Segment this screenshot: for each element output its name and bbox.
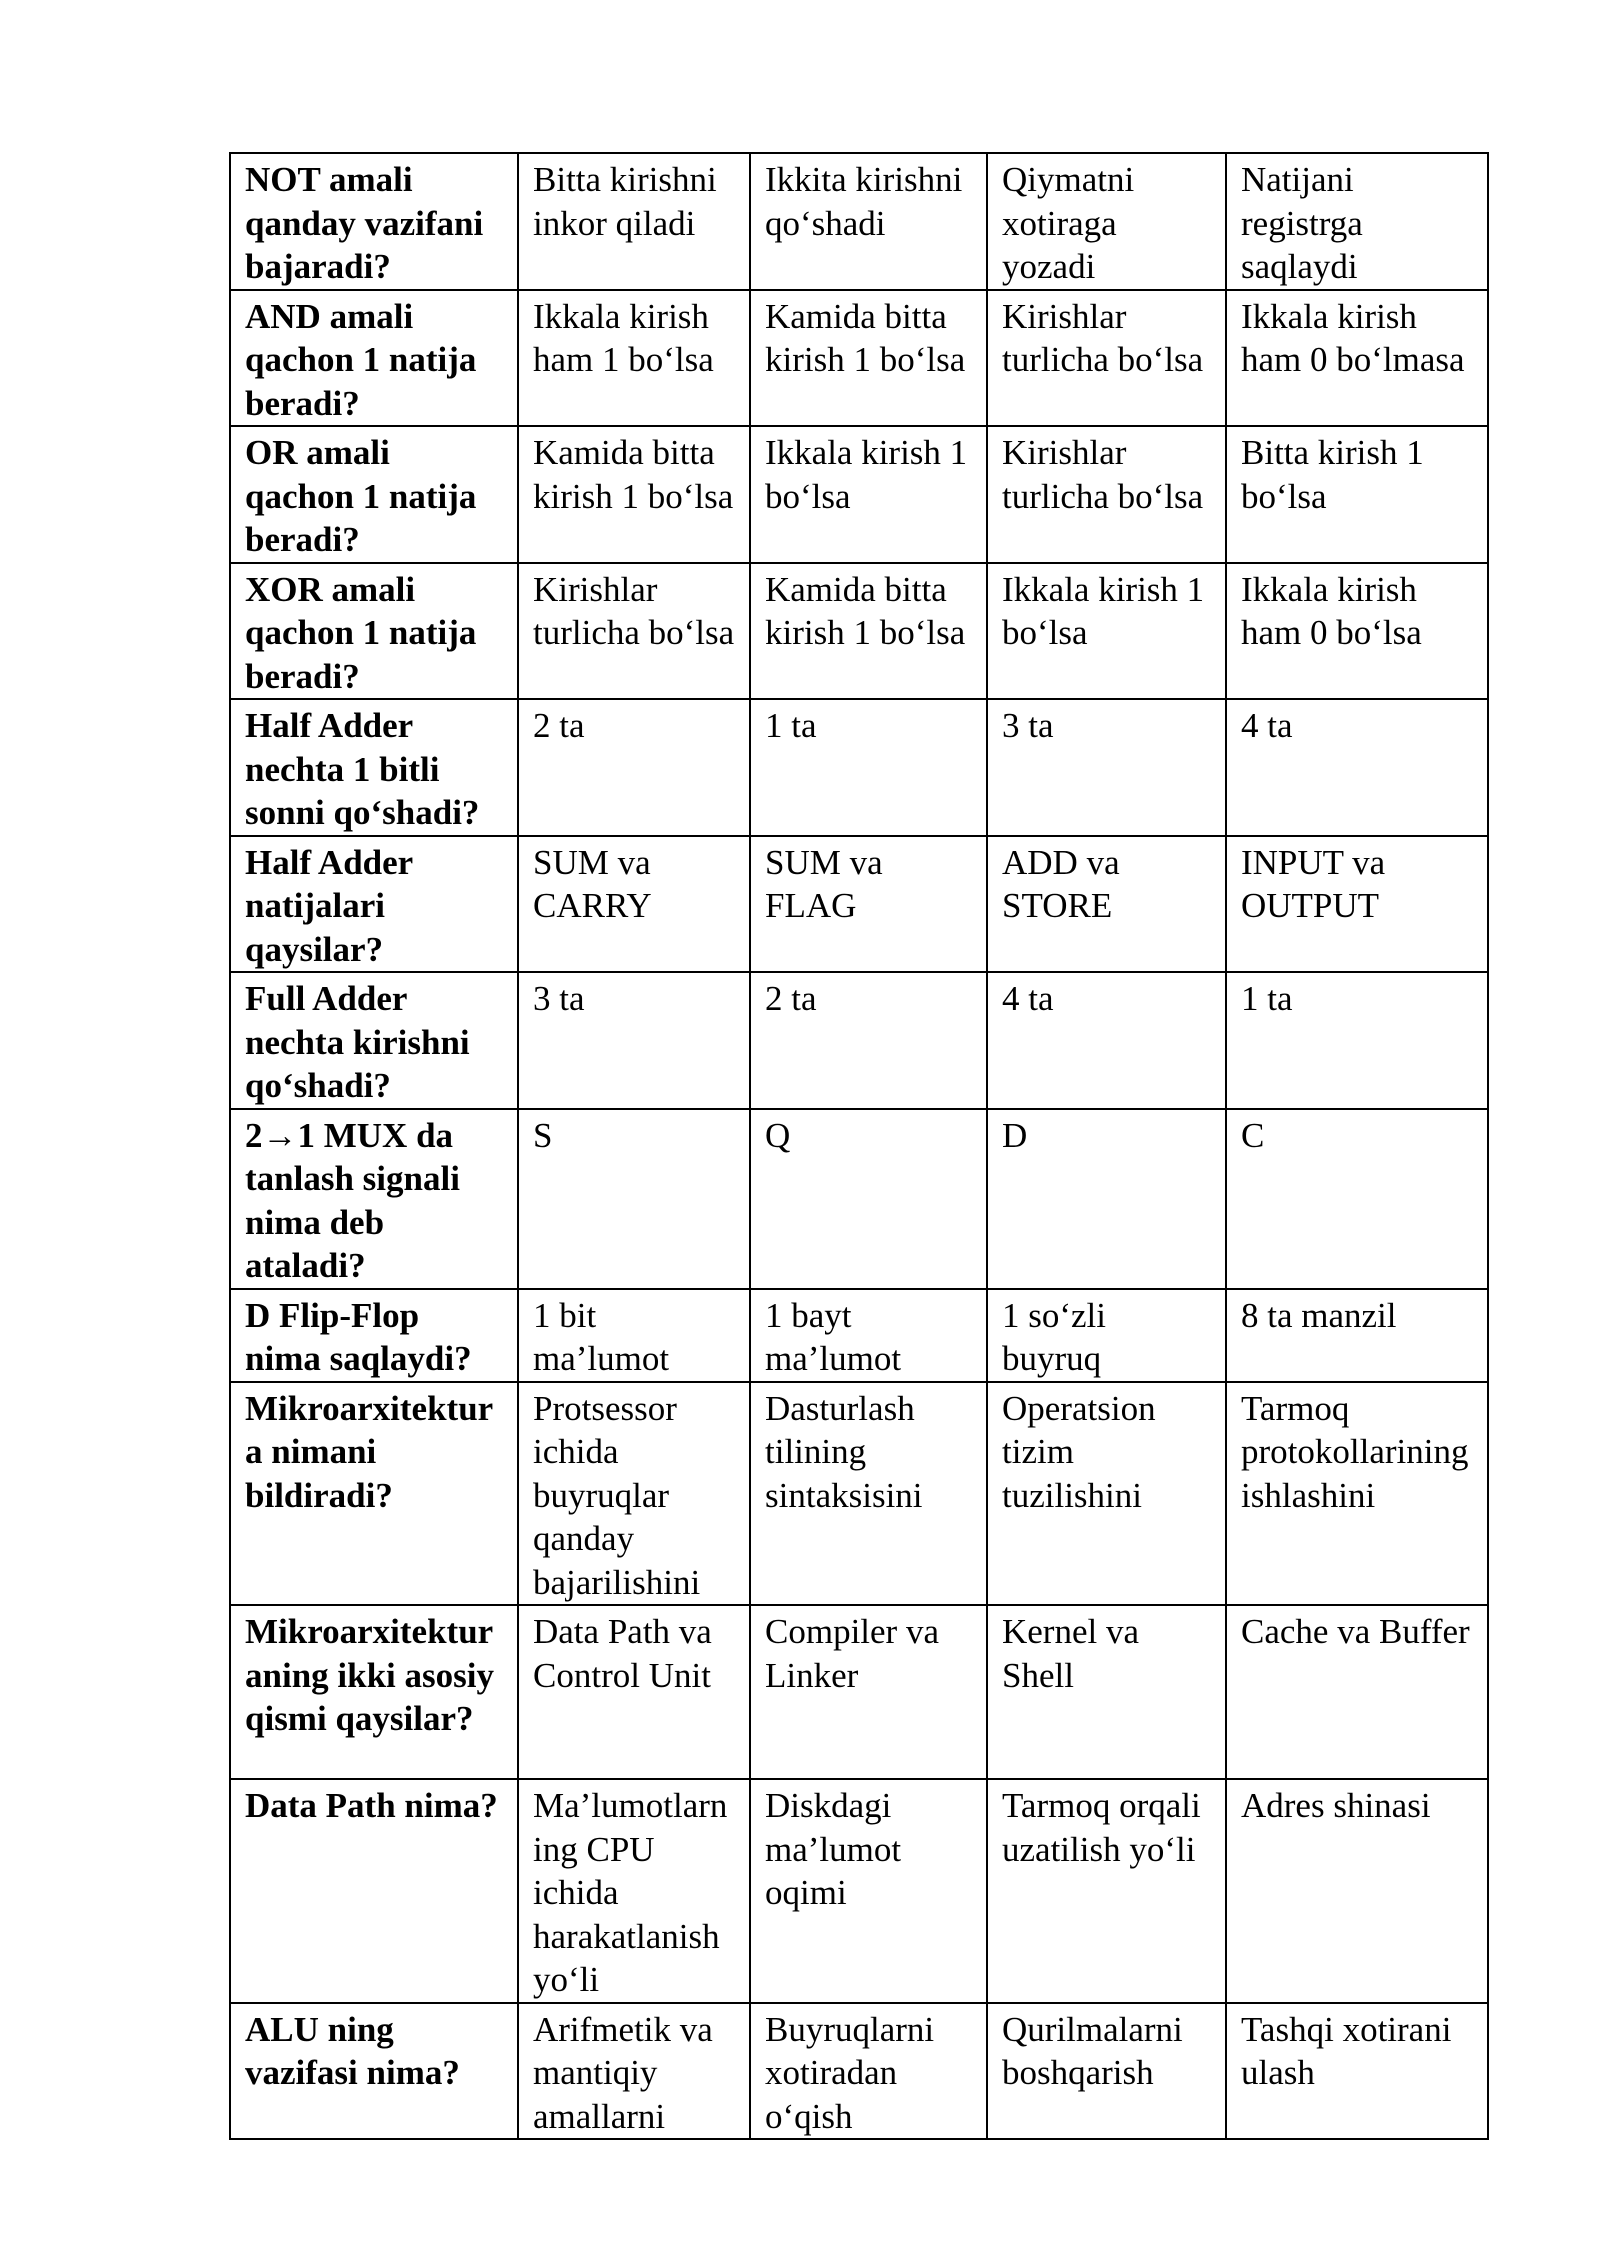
option-d-cell: 1 ta <box>1226 972 1488 1109</box>
option-b-cell: Buyruqlarni xotiradan o‘qish <box>750 2003 987 2140</box>
question-cell: OR amali qachon 1 natija beradi? <box>230 426 518 563</box>
option-c-cell: Kirishlar turlicha bo‘lsa <box>987 426 1226 563</box>
table-row <box>230 1779 1488 2003</box>
option-a-cell: SUM va CARRY <box>518 836 750 973</box>
option-b-cell: Compiler va Linker <box>750 1605 987 1779</box>
option-d-cell: Adres shinasi <box>1226 1779 1488 2003</box>
table-row <box>230 290 1488 427</box>
option-d-cell: Ikkala kirish ham 0 bo‘lsa <box>1226 563 1488 700</box>
option-a-cell: Bitta kirishni inkor qiladi <box>518 153 750 290</box>
option-b-cell: Ikkita kirishni qo‘shadi <box>750 153 987 290</box>
question-cell: AND amali qachon 1 natija beradi? <box>230 290 518 427</box>
option-a-cell: 3 ta <box>518 972 750 1109</box>
table-row <box>230 836 1488 973</box>
table-row <box>230 563 1488 700</box>
option-a-cell: Kirishlar turlicha bo‘lsa <box>518 563 750 700</box>
option-d-cell: Tashqi xotirani ulash <box>1226 2003 1488 2140</box>
option-a-cell: Ikkala kirish ham 1 bo‘lsa <box>518 290 750 427</box>
question-cell: Mikroarxitekturaning ikki asosiy qismi qaysilar? <box>230 1605 518 1779</box>
option-d-cell: Tarmoq protokollarining ishlashini <box>1226 1382 1488 1606</box>
table-row <box>230 2003 1488 2140</box>
option-d-cell: Cache va Buffer <box>1226 1605 1488 1779</box>
option-b-cell: Dasturlash tilining sintaksisini <box>750 1382 987 1606</box>
question-cell: Half Adder nechta 1 bitli sonni qo‘shadi? <box>230 699 518 836</box>
option-b-cell: 1 ta <box>750 699 987 836</box>
option-a-cell: 2 ta <box>518 699 750 836</box>
table-row <box>230 153 1488 290</box>
option-d-cell: C <box>1226 1109 1488 1289</box>
option-c-cell: 3 ta <box>987 699 1226 836</box>
option-c-cell: Qiymatni xotiraga yozadi <box>987 153 1226 290</box>
option-d-cell: Bitta kirish 1 bo‘lsa <box>1226 426 1488 563</box>
option-c-cell: ADD va STORE <box>987 836 1226 973</box>
question-cell: Data Path nima? <box>230 1779 518 2003</box>
quiz-table-body <box>230 153 1488 2139</box>
table-row <box>230 1289 1488 1382</box>
option-b-cell: 1 bayt ma’lumot <box>750 1289 987 1382</box>
option-d-cell: Natijani registrga saqlaydi <box>1226 153 1488 290</box>
option-a-cell: 1 bit ma’lumot <box>518 1289 750 1382</box>
option-b-cell: 2 ta <box>750 972 987 1109</box>
table-row <box>230 1605 1488 1779</box>
table-row <box>230 1382 1488 1606</box>
option-b-cell: Ikkala kirish 1 bo‘lsa <box>750 426 987 563</box>
option-c-cell: Ikkala kirish 1 bo‘lsa <box>987 563 1226 700</box>
option-b-cell: Kamida bitta kirish 1 bo‘lsa <box>750 290 987 427</box>
table-row <box>230 426 1488 563</box>
option-a-cell: Protsessor ichida buyruqlar qanday bajarilishini <box>518 1382 750 1606</box>
option-a-cell: Arifmetik va mantiqiy amallarni <box>518 2003 750 2140</box>
table-row <box>230 699 1488 836</box>
question-cell: 2→1 MUX da tanlash signali nima deb ataladi? <box>230 1109 518 1289</box>
question-cell: Mikroarxitektura nimani bildiradi? <box>230 1382 518 1606</box>
option-d-cell: INPUT va OUTPUT <box>1226 836 1488 973</box>
option-c-cell: Kernel va Shell <box>987 1605 1226 1779</box>
question-cell: Full Adder nechta kirishni qo‘shadi? <box>230 972 518 1109</box>
option-b-cell: Q <box>750 1109 987 1289</box>
option-c-cell: Tarmoq orqali uzatilish yo‘li <box>987 1779 1226 2003</box>
option-a-cell: Kamida bitta kirish 1 bo‘lsa <box>518 426 750 563</box>
option-c-cell: Operatsion tizim tuzilishini <box>987 1382 1226 1606</box>
option-a-cell: S <box>518 1109 750 1289</box>
question-cell: XOR amali qachon 1 natija beradi? <box>230 563 518 700</box>
question-cell: ALU ning vazifasi nima? <box>230 2003 518 2140</box>
question-cell: Half Adder natijalari qaysilar? <box>230 836 518 973</box>
option-c-cell: 4 ta <box>987 972 1226 1109</box>
question-cell: D Flip-Flop nima saqlaydi? <box>230 1289 518 1382</box>
option-d-cell: Ikkala kirish ham 0 bo‘lmasa <box>1226 290 1488 427</box>
option-a-cell: Data Path va Control Unit <box>518 1605 750 1779</box>
option-c-cell: Kirishlar turlicha bo‘lsa <box>987 290 1226 427</box>
option-d-cell: 8 ta manzil <box>1226 1289 1488 1382</box>
option-c-cell: 1 so‘zli buyruq <box>987 1289 1226 1382</box>
quiz-table <box>229 152 1489 2140</box>
option-a-cell: Ma’lumotlarning CPU ichida harakatlanish yo‘li <box>518 1779 750 2003</box>
option-b-cell: SUM va FLAG <box>750 836 987 973</box>
option-c-cell: Qurilmalarni boshqarish <box>987 2003 1226 2140</box>
question-cell: NOT amali qanday vazifani bajaradi? <box>230 153 518 290</box>
table-row <box>230 972 1488 1109</box>
option-c-cell: D <box>987 1109 1226 1289</box>
option-b-cell: Kamida bitta kirish 1 bo‘lsa <box>750 563 987 700</box>
table-row <box>230 1109 1488 1289</box>
option-b-cell: Diskdagi ma’lumot oqimi <box>750 1779 987 2003</box>
option-d-cell: 4 ta <box>1226 699 1488 836</box>
